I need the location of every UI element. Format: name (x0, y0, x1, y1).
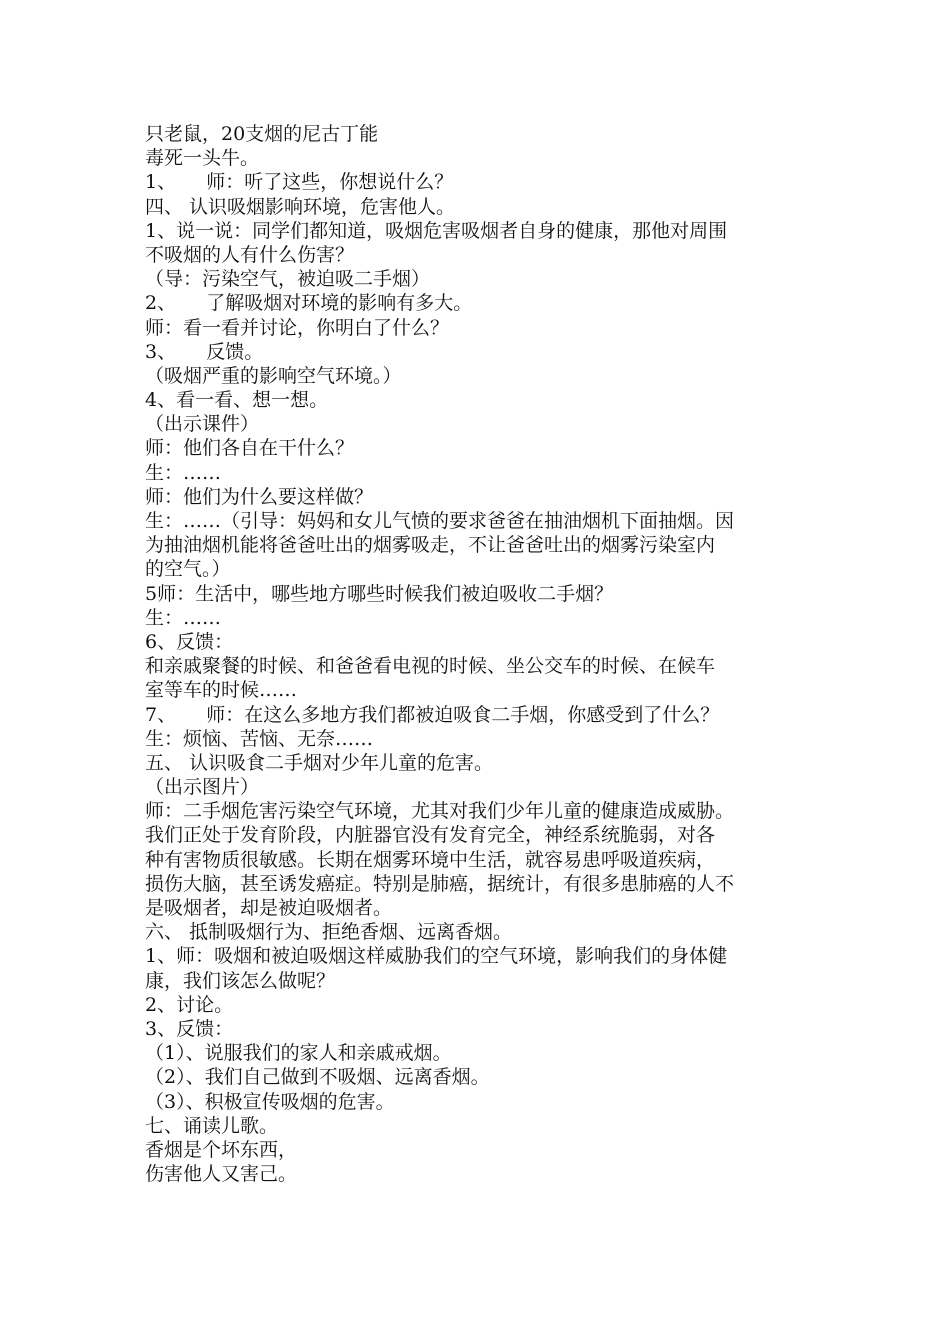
text-line: 康，我们该怎么做呢？ (145, 969, 336, 992)
text-line: 生：…… (145, 606, 222, 629)
text-line: （1）、说服我们的家人和亲戚戒烟。 (145, 1042, 452, 1065)
text-line: 2、 了解吸烟对环境的影响有多大。 (145, 292, 473, 315)
text-line: 我们正处于发育阶段，内脏器官没有发育完全，神经系统脆弱，对各 (145, 824, 716, 847)
text-line: 的空气。） (145, 558, 231, 581)
text-line: 室等车的时候…… (145, 679, 298, 702)
text-line: （出示课件） (145, 413, 260, 436)
text-line: 6、反馈： (145, 630, 234, 653)
document-body (145, 122, 825, 1186)
text-line: 5师：生活中，哪些地方哪些时候我们被迫吸收二手烟？ (145, 582, 614, 605)
text-line: 7、 师：在这么多地方我们都被迫吸食二手烟，你感受到了什么？ (145, 703, 720, 726)
text-line: 1、 师：听了这些，你想说什么？ (145, 171, 454, 194)
text-line: 1、说一说：同学们都知道，吸烟危害吸烟者自身的健康，那他对周围 (145, 219, 728, 242)
text-line: （导：污染空气，被迫吸二手烟） (145, 268, 431, 291)
text-line: 毒死一头牛。 (145, 147, 260, 170)
section-heading: 六、 抵制吸烟行为、拒绝香烟、远离香烟。 (145, 921, 513, 944)
text-line: 伤害他人又害己。 (145, 1163, 298, 1186)
text-line: 3、 反馈。 (145, 340, 264, 363)
text-line: 2、讨论。 (145, 993, 234, 1016)
text-line: 生：……（引导：妈妈和女儿气愤的要求爸爸在抽油烟机下面抽烟。因 (145, 510, 735, 532)
text-line: 生：烦恼、苦恼、无奈…… (145, 727, 374, 750)
text-line: 生：…… (145, 461, 222, 484)
text-line: （出示图片） (145, 776, 260, 799)
text-line: 4、看一看、想一想。 (145, 389, 329, 412)
text-line: （3）、积极宣传吸烟的危害。 (145, 1090, 395, 1113)
text-line: 只老鼠，20支烟的尼古丁能 (145, 123, 379, 145)
text-line: 和亲戚聚餐的时候、和爸爸看电视的时候、坐公交车的时候、在候车 (145, 655, 716, 678)
section-heading: 五、 认识吸食二手烟对少年儿童的危害。 (145, 751, 494, 774)
text-line: 为抽油烟机能将爸爸吐出的烟雾吸走，不让爸爸吐出的烟雾污染室内 (145, 534, 716, 557)
text-line: 损伤大脑，甚至诱发癌症。特别是肺癌，据统计，有很多患肺癌的人不 (145, 872, 735, 895)
section-heading: 四、 认识吸烟影响环境，危害他人。 (145, 195, 456, 218)
text-line: 是吸烟者，却是被迫吸烟者。 (145, 897, 393, 919)
text-line: 师：他们为什么要这样做？ (145, 485, 374, 508)
text-line: 师：看一看并讨论，你明白了什么？ (145, 316, 450, 339)
text-line: 不吸烟的人有什么伤害？ (145, 243, 355, 266)
section-heading: 七、诵读儿歌。 (145, 1114, 279, 1137)
text-line: 师：他们各自在干什么？ (145, 437, 355, 460)
text-line: （2）、我们自己做到不吸烟、远离香烟。 (145, 1066, 490, 1089)
text-line: （吸烟严重的影响空气环境。） (145, 364, 402, 387)
text-line: 种有害物质很敏感。长期在烟雾环境中生活，就容易患呼吸道疾病， (145, 848, 716, 871)
text-line: 师：二手烟危害污染空气环境，尤其对我们少年儿童的健康造成威胁。 (145, 800, 735, 823)
text-line: 香烟是个坏东西， (145, 1138, 298, 1161)
text-line: 3、反馈： (145, 1017, 234, 1040)
text-line: 1、师：吸烟和被迫吸烟这样威胁我们的空气环境，影响我们的身体健 (145, 945, 728, 968)
